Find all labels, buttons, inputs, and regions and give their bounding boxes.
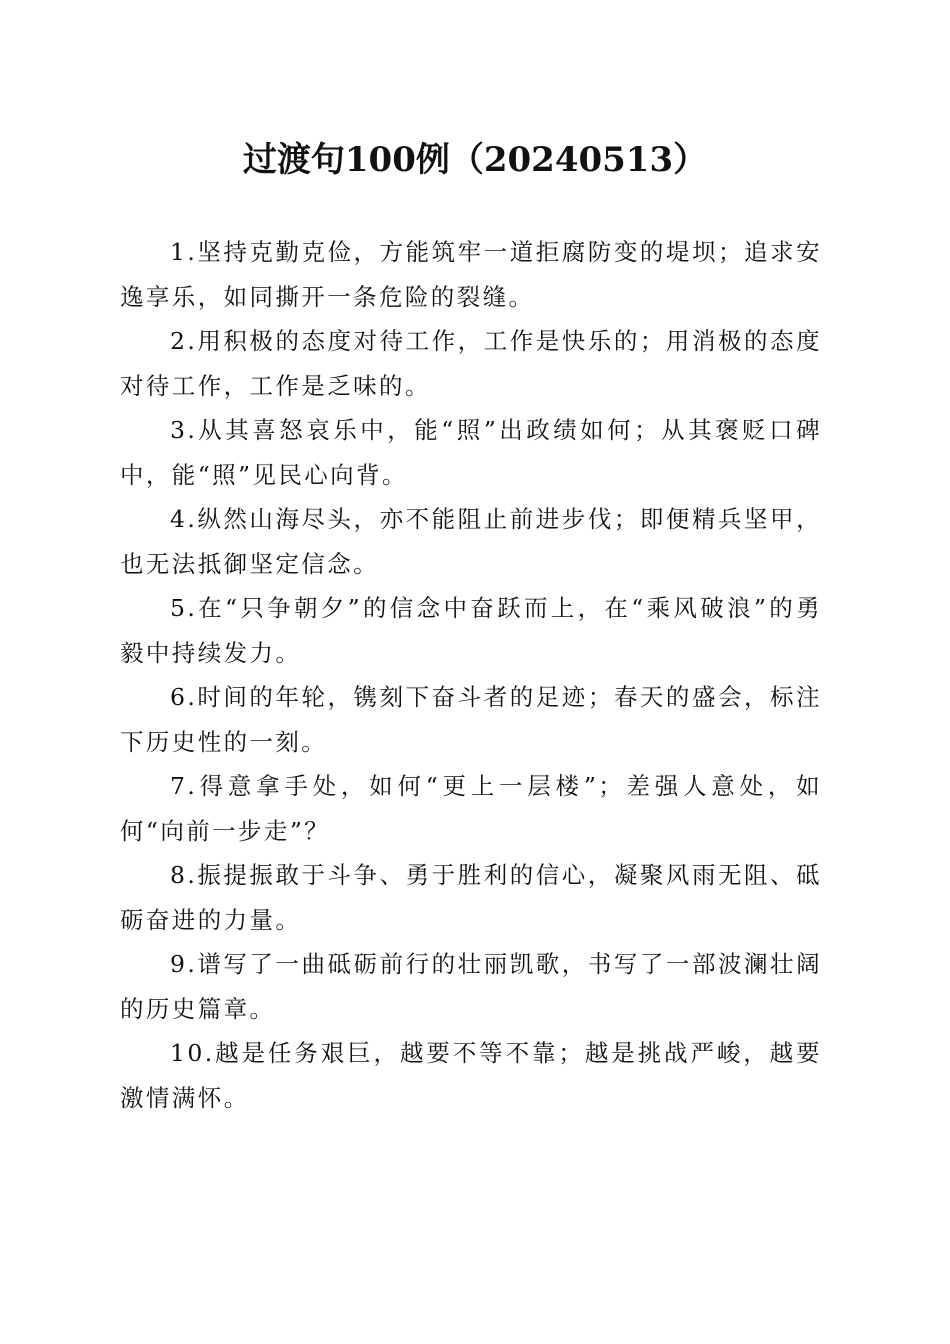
paragraph-3: 3.从其喜怒哀乐中，能“照”出政绩如何；从其褒贬口碑中，能“照”见民心向背。 (120, 416, 822, 489)
paragraph-10: 10.越是任务艰巨，越要不等不靠；越是挑战严峻，越要激情满怀。 (120, 1039, 822, 1112)
document-title: 过渡句100例（20240513） (242, 140, 708, 180)
paragraph-9: 9.谱写了一曲砥砺前行的壮丽凯歌，书写了一部波澜壮阔的历史篇章。 (120, 950, 822, 1023)
paragraph-5: 5.在“只争朝夕”的信念中奋跃而上，在“乘风破浪”的勇毅中持续发力。 (120, 594, 822, 667)
paragraph-2: 2.用积极的态度对待工作，工作是快乐的；用消极的态度对待工作，工作是乏味的。 (120, 327, 822, 400)
document-body (120, 230, 822, 1120)
paragraph-1: 1.坚持克勤克俭，方能筑牢一道拒腐防变的堤坝；追求安逸享乐，如同撕开一条危险的裂缝。 (120, 238, 822, 311)
paragraph-6: 6.时间的年轮，镌刻下奋斗者的足迹；春天的盛会，标注下历史性的一刻。 (120, 683, 822, 756)
paragraph-7: 7.得意拿手处，如何“更上一层楼”；差强人意处，如何“向前一步走”？ (120, 772, 822, 845)
paragraph-8: 8.振提振敢于斗争、勇于胜利的信心，凝聚风雨无阻、砥砺奋进的力量。 (120, 861, 822, 934)
paragraph-4: 4.纵然山海尽头，亦不能阻止前进步伐；即便精兵坚甲，也无法抵御坚定信念。 (120, 505, 822, 578)
